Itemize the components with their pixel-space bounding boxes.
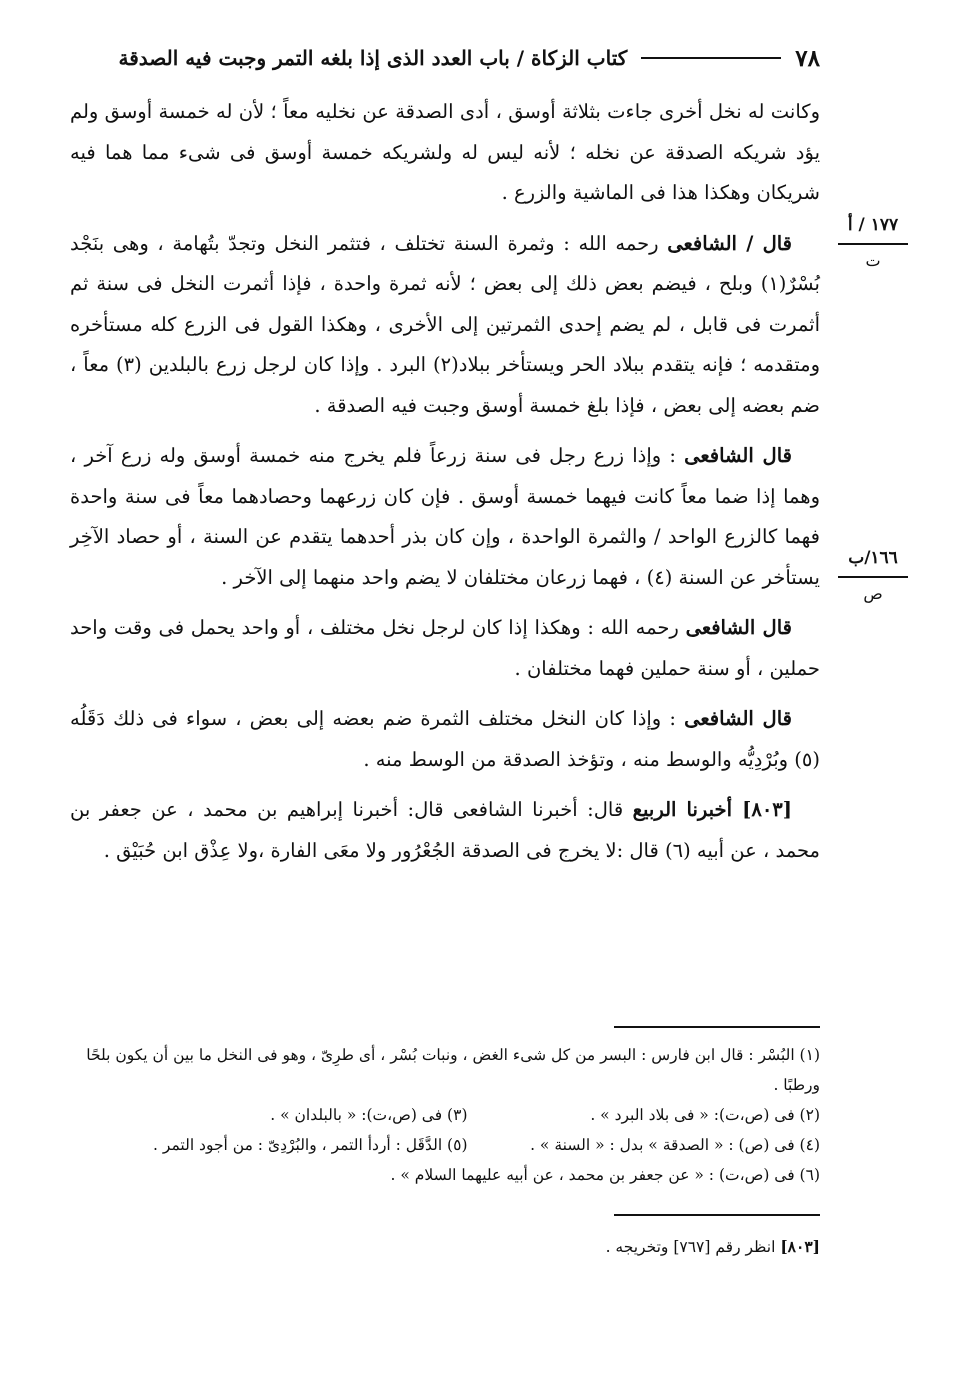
footnote-3: (٣) فى (ص،ت): « بالبلدان » . [270,1106,468,1124]
margin-folio-ref: ١٦٦/ب [848,548,898,568]
speaker-label: قال / الشافعى [667,231,793,255]
footnote-6: (٦) فى (ص،ت) : « عن جعفر بن محمد ، عن أبيه عليهما السلام » . [390,1166,820,1184]
footnote-line [70,1160,820,1190]
paragraph-text: وكانت له نخل أخرى جاءت بثلاثة أوسق ، أدى الصدقة عن نخليه معاً ؛ لأن له خمسة أوسق ولم يؤد شريكه الصدقة عن نخله ؛ لأنه ليس له ولشريكه خمسة أوسق فى شىء مما هما فيه شريكان وهكذا هذا فى الماشية والزرع . [70,100,820,204]
margin-sigla: ت [865,251,881,270]
margin-sigla: ص [863,584,883,603]
paragraph-text: رحمه الله : وثمرة السنة تختلف ، فتثمر النخل وتجدّ بتُهامة ، وهى بنَجْد بُسْرٌ(١) وبلح ، فيضم بعض ذلك إلى بعض ؛ لأنه ثمرة واحدة ، فإذا أثمرت النخل فى سنة ثم أثمرت فى قابل ، لم يضم إحدى الثمرتين إلى الأخرى ، وهكذا القول فى الزرع كله مستأخره ومتقدمه ؛ فإنه يتقدم ببلاد الحر ويستأخر ببلاد(٢) البرد . وإذا كان لرجل زرع بالبلدين (٣) معاً ، ضم بعضه إلى بعض ، فإذا بلغ خمسة أوسق وجبت فيه الصدقة . [70,231,821,417]
margin-folio-ref: ١٧٧ / أ [847,215,899,235]
running-title: كتاب الزكاة / باب العدد الذى إذا بلغه التمر وجبت فيه الصدقة [118,46,628,70]
footnote-line [70,1100,820,1130]
speaker-label: [٨٠٣] أخبرنا الربيع [632,798,792,821]
page-number: ٧٨ [795,44,820,72]
main-text [70,92,820,881]
paragraph [70,436,820,598]
footnotes [70,1040,820,1190]
paragraph-text: رحمه الله : وهكذا إذا كان لرجل نخل مختلف ، أو واحد يحمل فى وقت واحد حملين ، أو سنة حملين فهما مختلفان . [70,616,820,680]
header-rule [641,57,781,59]
margin-rule [838,576,908,578]
margin-note-manuscript-t [838,215,908,270]
speaker-label: قال الشافعى [685,616,792,639]
hadith-references [70,1232,820,1262]
paragraph [70,790,820,871]
paragraph [70,699,820,780]
footnote-4: (٤) فى (ص) : « الصدقة » بدل : « السنة » . [530,1136,820,1154]
references-rule [614,1214,820,1216]
footnote-line [70,1040,820,1100]
reference-text: انظر رقم [٧٦٧] وتخريجه . [605,1238,781,1256]
speaker-label: قال الشافعى [684,444,792,467]
margin-rule [838,243,908,245]
reference-number: [٨٠٣] [780,1237,820,1256]
paragraph-text: : وإذا زرع رجل فى سنة زرعاً فلم يخرج منه خمسة أوسق وله زرع آخر ، وهما إذا ضما معاً كانت فيهما خمسة أوسق . فإن كان زرعهما وحصادهما معاً فى سنة واحدة فهما كالزرع الواحد / والثمرة الواحدة ، وإن كان بذر أحدهما يتقدم عن السنة ، أو حصاد الآخِر يستأخر عن السنة (٤) ، فهما زرعان مختلفان لا يضم واحد منهما إلى الآخر . [70,444,820,589]
speaker-label: قال الشافعى [684,707,792,730]
footnote-2: (٢) فى (ص،ت): « فى بلاد البرد » . [590,1106,820,1124]
paragraph-text: قال: أخبرنا الشافعى قال: أخبرنا إبراهيم بن محمد ، عن جعفر بن محمد ، عن أبيه (٦) قال :لا يخرج فى الصدقة الجُعْرُور ولا معَى الفارة ،ولا عِذْق ابن حُبَيْق . [70,798,820,862]
footnote-rule [614,1026,820,1028]
footnote-5: (٥) الدَّقَل : أردأ التمر ، والبُرْدِىّ : من أجود التمر . [153,1136,468,1154]
page-header [60,38,820,78]
footnote-1: (١) البُسْر : قال ابن فارس : البسر من كل شىء الغض ، ونبات بُسْر ، أى طرِىّ ، وهو فى النخل ما بين أن يكون بلحًا ورطبًا . [86,1046,820,1094]
margin-note-manuscript-s [838,548,908,603]
paragraph-text: : وإذا كان النخل مختلف الثمرة ضم بعضه إلى بعض ، سواء فى ذلك دَقَلُه (٥) وبُرْدِيُّه والوسط منه ، وتؤخذ الصدقة من الوسط منه . [70,707,820,771]
paragraph [70,608,820,689]
paragraph [70,92,820,214]
footnote-line [70,1130,820,1160]
paragraph [70,224,820,427]
